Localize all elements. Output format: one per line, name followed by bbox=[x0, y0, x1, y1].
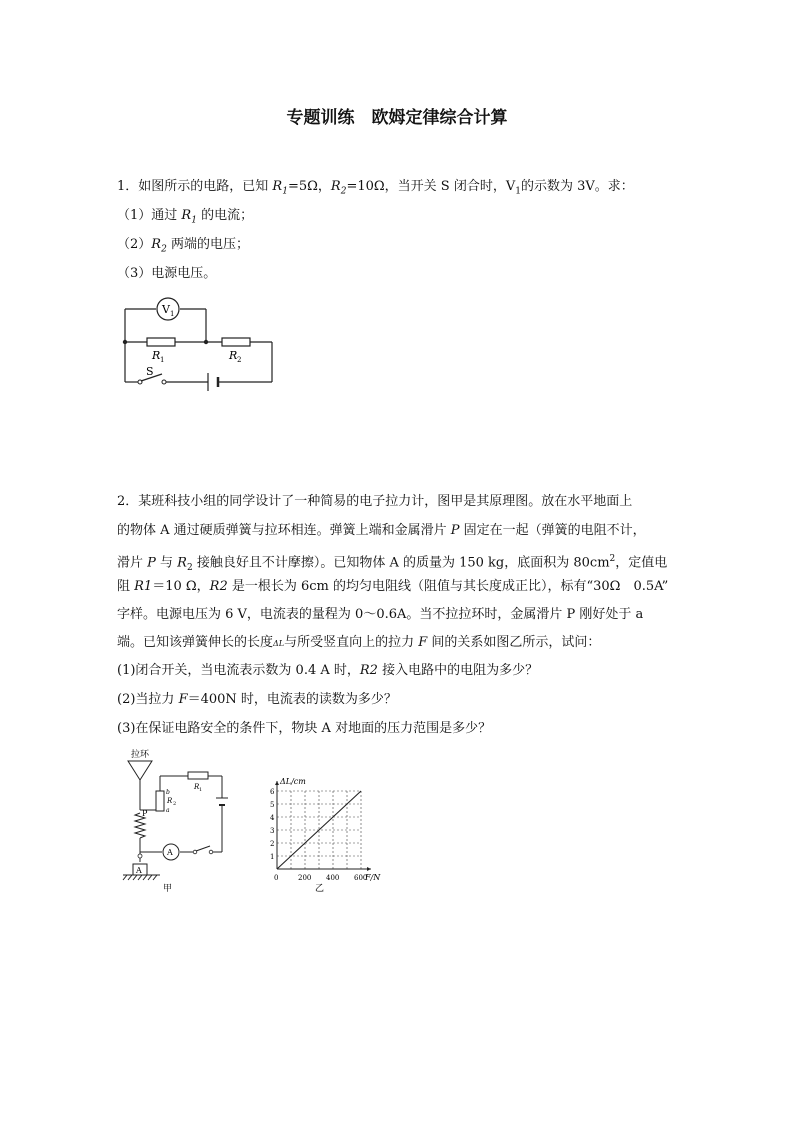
chart-y-tick-label: 3 bbox=[270, 827, 275, 835]
q2-figure-jia bbox=[120, 745, 240, 895]
chart-y-tick-label: 4 bbox=[270, 814, 275, 822]
q2-line-4: 阻 R1＝10 Ω，R2 是一根长为 6cm 的均匀电阻线（阻值与其长度成正比），标有“30Ω 0.5A” bbox=[117, 579, 669, 594]
svg-text:2: 2 bbox=[237, 356, 242, 364]
page-title: 专题训练 欧姆定律综合计算 bbox=[286, 108, 508, 128]
svg-text:b: b bbox=[166, 789, 170, 796]
svg-text:1: 1 bbox=[160, 356, 165, 364]
chart-x-tick-label: 600 bbox=[354, 874, 368, 882]
svg-text:R: R bbox=[152, 349, 161, 362]
svg-text:甲: 甲 bbox=[163, 884, 173, 894]
q2-sub1: (1)闭合开关，当电流表示数为 0.4 A 时，R2 接入电路中的电阻为多少？ bbox=[117, 663, 539, 678]
battery-icon bbox=[208, 373, 218, 391]
chart-x-tick-label: 400 bbox=[326, 874, 340, 882]
svg-text:P: P bbox=[142, 809, 148, 818]
chart-y-arrow bbox=[275, 781, 279, 785]
q2-sub3: (3)在保证电路安全的条件下，物块 A 对地面的压力范围是多少？ bbox=[117, 721, 492, 736]
pull-ring-icon bbox=[128, 761, 152, 780]
resistor-r2-icon bbox=[222, 338, 250, 346]
svg-text:1: 1 bbox=[199, 787, 203, 793]
junction-dot-right bbox=[204, 340, 208, 344]
svg-text:2: 2 bbox=[173, 801, 177, 807]
chart-y-axis-label: ΔL/cm bbox=[280, 777, 306, 786]
rheostat-r2-icon bbox=[156, 791, 164, 811]
chart-y-tick-label: 6 bbox=[270, 788, 275, 796]
chart-x-tick-label: 0 bbox=[274, 874, 279, 882]
svg-text:R: R bbox=[167, 797, 173, 805]
svg-text:A: A bbox=[136, 866, 142, 875]
chart-y-tick-label: 5 bbox=[270, 801, 275, 809]
q2-chart-yi bbox=[262, 745, 392, 895]
svg-text:1: 1 bbox=[170, 310, 175, 318]
q2-line-6: 端。已知该弹簧伸长的长度ΔL与所受竖直向上的拉力 F 间的关系如图乙所示，试问： bbox=[117, 635, 601, 650]
q2-line-1: 2．某班科技小组的同学设计了一种简易的电子拉力计，图甲是其原理图。放在水平地面上 bbox=[117, 494, 633, 509]
q2-line-2: 的物体 A 通过硬质弹簧与拉环相连。弹簧上端和金属滑片 P 固定在一起（弹簧的电阻不计， bbox=[117, 523, 646, 538]
chart-x-arrow bbox=[367, 867, 371, 871]
chart-ticks bbox=[270, 788, 367, 882]
q1-circuit-diagram bbox=[120, 293, 280, 393]
switch-icon bbox=[193, 846, 213, 854]
svg-text:V: V bbox=[162, 303, 170, 316]
q2-line-3: 滑片 P 与 $R_2$ 接触良好且不计摩擦）。已知物体 A 的质量为 150 kg，底面积为 $80cm^2$，定值电 bbox=[117, 554, 668, 573]
chart-y-tick-label: 1 bbox=[270, 853, 275, 861]
ground-hatch-icon bbox=[123, 875, 160, 880]
resistor-r1-icon bbox=[188, 772, 208, 779]
chart-x-tick-label: 200 bbox=[298, 874, 312, 882]
q1-sub1: （1）通过 $R_1$ 的电流； bbox=[117, 208, 254, 226]
svg-text:拉环: 拉环 bbox=[131, 750, 150, 760]
svg-text:R: R bbox=[194, 783, 200, 791]
chart-caption: 乙 bbox=[315, 884, 325, 894]
q1-stem: 1．如图所示的电路，已知 $R_1=5\Omega$，$R_2=10\Omega$，当开关 S 闭合时，$V_1$的示数为 3V。求： bbox=[117, 179, 634, 197]
svg-text:A: A bbox=[167, 848, 173, 857]
svg-text:a: a bbox=[166, 807, 170, 814]
q1-sub3: （3）电源电压。 bbox=[117, 266, 217, 281]
svg-text:R: R bbox=[229, 349, 238, 362]
resistor-r1-icon bbox=[147, 338, 175, 346]
q1-sub2: $(2)R_2$ 两端的电压； bbox=[117, 237, 249, 255]
chart-y-tick-label: 2 bbox=[270, 840, 275, 848]
battery-icon bbox=[216, 798, 228, 805]
q2-sub2: (2)当拉力 F＝400N 时，电流表的读数为多少？ bbox=[117, 692, 397, 707]
junction-dot-left bbox=[123, 340, 127, 344]
q2-line-5: 字样。电源电压为 6 V，电流表的量程为 0～0.6A。当不拉拉环时，金属滑片 P 刚好处于 a bbox=[117, 607, 644, 622]
svg-text:S: S bbox=[146, 365, 154, 378]
chart-x-axis-label: F/N bbox=[365, 873, 381, 882]
terminal-dot bbox=[138, 854, 142, 858]
